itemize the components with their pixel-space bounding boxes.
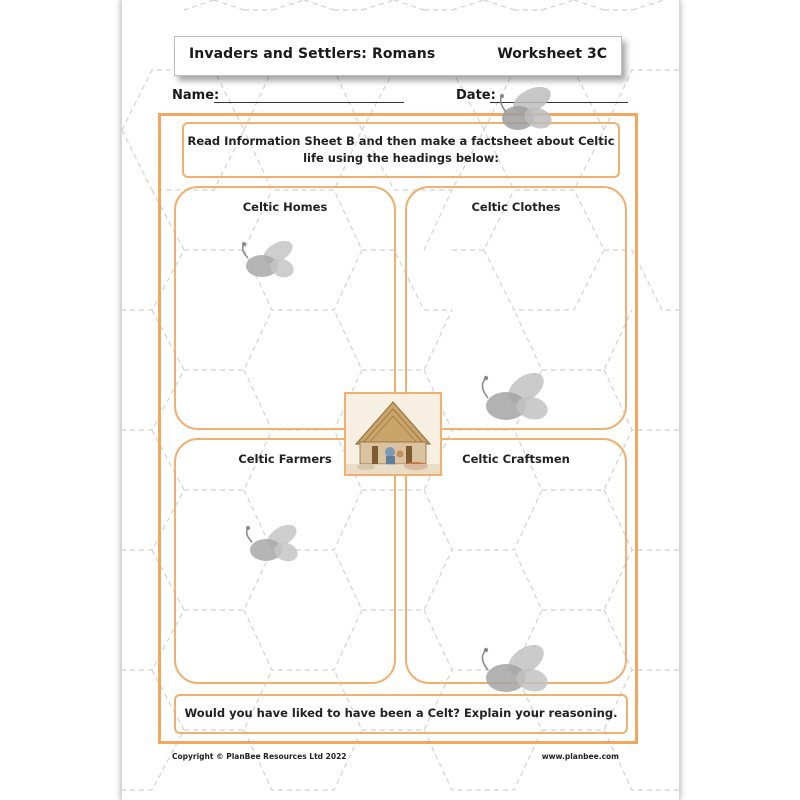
worksheet-title-bar <box>174 36 622 76</box>
name-label: Name: <box>172 88 220 103</box>
worksheet-page <box>121 0 680 800</box>
bee-watermark-icon <box>472 368 554 430</box>
celtic-roundhouse-image <box>344 392 442 476</box>
panel-heading: Celtic Clothes <box>471 200 561 214</box>
bee-watermark-icon <box>472 640 554 702</box>
copyright-footer: Copyright © PlanBee Resources Ltd 2022 <box>172 752 347 761</box>
website-footer[interactable]: www.planbee.com <box>541 752 619 761</box>
panel-heading: Celtic Homes <box>242 200 328 214</box>
reflection-question-text: Would you have liked to have been a Celt? Explain your reasoning. <box>184 706 618 720</box>
bee-watermark-icon <box>236 236 302 296</box>
panel-heading: Celtic Farmers <box>238 452 332 466</box>
reflection-question-box[interactable] <box>174 694 628 734</box>
bee-watermark-icon <box>494 82 560 142</box>
instructions-text: Read Information Sheet B and then make a factsheet about Celtic life using the headings below: <box>187 134 615 165</box>
worksheet-number: Worksheet 3C <box>497 46 607 62</box>
roundhouse-illustration <box>346 394 440 474</box>
worksheet-title: Invaders and Settlers: Romans <box>189 46 436 62</box>
bee-watermark-icon <box>240 520 306 580</box>
date-label: Date: <box>456 88 496 103</box>
name-write-line[interactable] <box>214 102 404 103</box>
panel-heading: Celtic Craftsmen <box>462 452 570 466</box>
